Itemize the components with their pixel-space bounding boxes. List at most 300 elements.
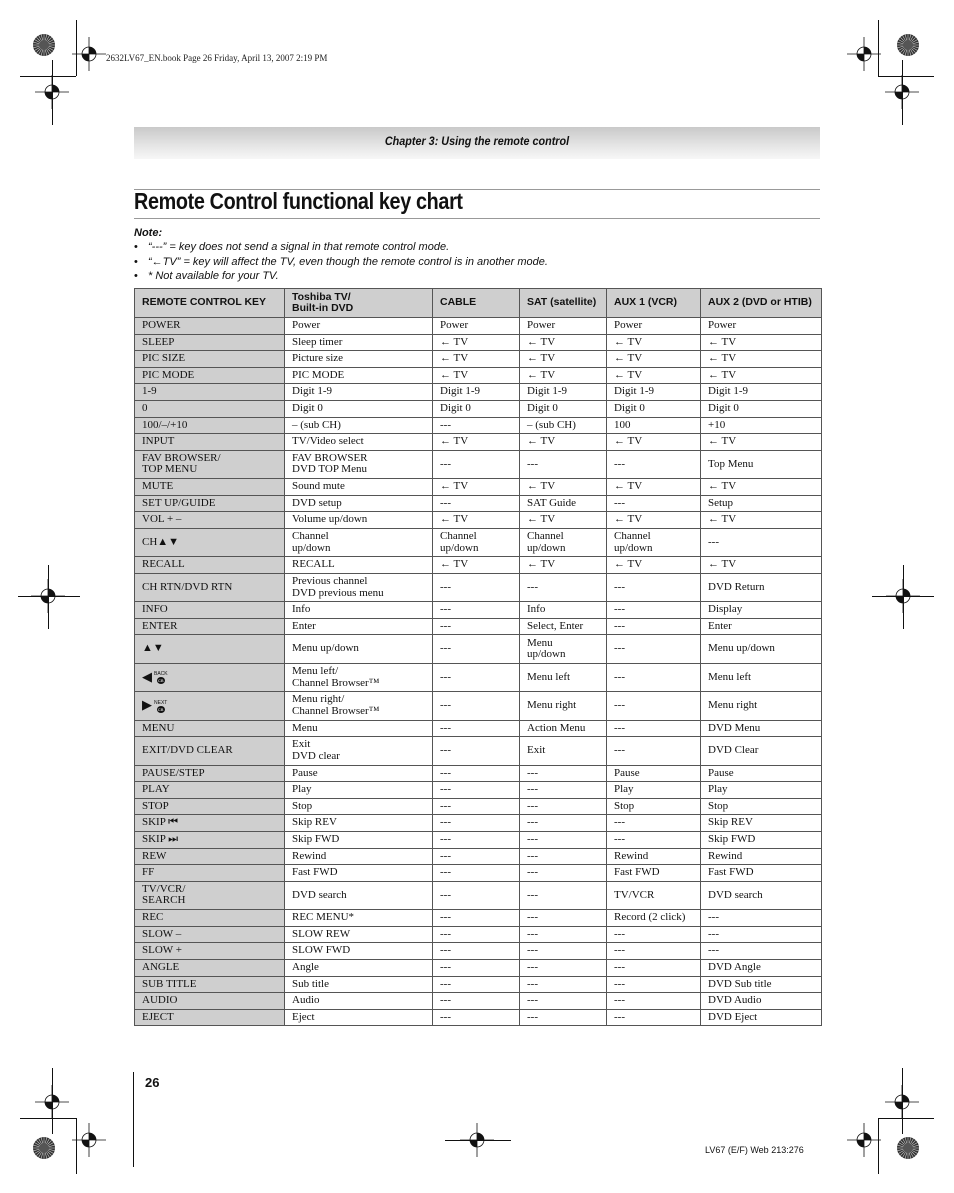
cable-cell — [433, 351, 520, 368]
tv-cell — [285, 910, 433, 927]
aux1-cell — [607, 573, 701, 601]
key-cell — [135, 495, 285, 512]
sat-cell — [520, 618, 607, 635]
cell-text: TV/Video select — [292, 435, 364, 448]
table-row — [135, 881, 822, 909]
cell-text: Menu left — [708, 670, 752, 683]
cell-text: --- — [614, 457, 625, 470]
cell-text: --- — [440, 766, 451, 779]
aux1-cell — [607, 959, 701, 976]
tv-cell — [285, 692, 433, 720]
cell-text: Channel — [292, 530, 329, 543]
aux2-cell — [701, 943, 822, 960]
key-cell — [135, 450, 285, 478]
cell-text: Menu right — [527, 699, 577, 712]
aux1-cell — [607, 1009, 701, 1026]
sat-cell — [520, 1009, 607, 1026]
sat-cell — [520, 573, 607, 601]
aux1-cell — [607, 351, 701, 368]
sat-cell — [520, 351, 607, 368]
cell-text: DVD clear — [292, 749, 340, 762]
key-cell — [135, 417, 285, 434]
cell-text: --- — [440, 721, 451, 734]
sat-cell — [520, 976, 607, 993]
aux2-cell — [701, 910, 822, 927]
cell-text: MUTE — [142, 480, 174, 493]
cell-text: Digit 0 — [708, 402, 739, 415]
cell-text: Menu right/ — [292, 693, 345, 706]
key-cell — [135, 910, 285, 927]
cell-text: Menu up/down — [292, 642, 359, 655]
cell-text: Power — [708, 319, 737, 332]
sat-cell — [520, 993, 607, 1010]
cell-text: --- — [440, 888, 451, 901]
table-row — [135, 434, 822, 451]
header-cable: CABLE — [433, 289, 520, 318]
aux2-cell — [701, 663, 822, 691]
cell-text: --- — [614, 833, 625, 846]
aux2-cell — [701, 318, 822, 335]
cell-text: ENTER — [142, 619, 178, 632]
cell-text: DVD Clear — [708, 744, 759, 757]
title-rule-bottom — [134, 218, 820, 219]
cell-text: ← TV — [440, 558, 469, 571]
sat-cell — [520, 798, 607, 815]
key-badge: CB — [157, 706, 164, 712]
aux1-cell — [607, 557, 701, 574]
cell-text: PLAY — [142, 783, 170, 796]
cell-text: --- — [440, 670, 451, 683]
cell-text: --- — [614, 580, 625, 593]
table-row — [135, 573, 822, 601]
cell-text: CH▲▼ — [142, 535, 180, 548]
aux1-cell — [607, 976, 701, 993]
cell-text: Digit 1-9 — [527, 385, 568, 398]
sat-cell — [520, 400, 607, 417]
table-header-row — [135, 289, 822, 318]
cell-text: ← TV — [527, 352, 556, 365]
table-row — [135, 848, 822, 865]
aux1-cell — [607, 528, 701, 556]
sat-cell — [520, 765, 607, 782]
cell-text: ANGLE — [142, 961, 180, 974]
key-cell — [135, 618, 285, 635]
cable-cell — [433, 512, 520, 529]
cell-text: Enter — [708, 619, 732, 632]
cable-cell — [433, 479, 520, 496]
table-row — [135, 417, 822, 434]
cell-text: --- — [440, 994, 451, 1007]
cell-text: MENU — [142, 721, 175, 734]
key-cell — [135, 765, 285, 782]
cell-text: Stop — [292, 799, 313, 812]
cable-cell — [433, 384, 520, 401]
cell-text: Skip FWD — [708, 833, 756, 846]
key-cell — [135, 993, 285, 1010]
sat-cell — [520, 926, 607, 943]
aux1-cell — [607, 910, 701, 927]
table-row — [135, 450, 822, 478]
cell-text: Action Menu — [527, 721, 586, 734]
key-cell — [135, 635, 285, 663]
cell-text: ◀ — [142, 668, 152, 684]
cell-text: --- — [440, 496, 451, 509]
crop-mark — [20, 1118, 76, 1119]
key-cell — [135, 400, 285, 417]
key-cell — [135, 528, 285, 556]
cell-text: INPUT — [142, 435, 175, 448]
aux1-cell — [607, 334, 701, 351]
cell-text: EXIT/DVD CLEAR — [142, 744, 233, 757]
tv-cell — [285, 881, 433, 909]
aux1-cell — [607, 926, 701, 943]
registration-mark-icon — [72, 1123, 106, 1157]
cell-text: Digit 0 — [614, 402, 645, 415]
cell-text: ← TV — [708, 513, 737, 526]
cell-text: Sleep timer — [292, 335, 343, 348]
tv-cell — [285, 865, 433, 882]
cell-text: --- — [527, 944, 538, 957]
cell-text: --- — [614, 603, 625, 616]
crop-mark — [52, 1068, 53, 1134]
cell-text: Play — [292, 783, 312, 796]
cell-text: --- — [708, 927, 719, 940]
cable-cell — [433, 400, 520, 417]
cell-text: Fast FWD — [708, 866, 754, 879]
aux2-cell — [701, 865, 822, 882]
sat-cell — [520, 417, 607, 434]
cell-text: DVD TOP Menu — [292, 463, 367, 476]
cell-text: --- — [440, 699, 451, 712]
aux2-cell — [701, 692, 822, 720]
cell-text: ← TV — [527, 513, 556, 526]
cell-text: --- — [527, 580, 538, 593]
aux1-cell — [607, 798, 701, 815]
cell-text: FAV BROWSER — [292, 451, 368, 464]
tv-cell — [285, 993, 433, 1010]
aux2-cell — [701, 720, 822, 737]
aux1-cell — [607, 400, 701, 417]
table-row — [135, 865, 822, 882]
aux2-cell — [701, 848, 822, 865]
cell-text: ← TV — [614, 513, 643, 526]
tv-cell — [285, 663, 433, 691]
cell-text: --- — [440, 744, 451, 757]
cable-cell — [433, 832, 520, 849]
cell-text: Digit 1-9 — [292, 385, 333, 398]
cell-text: ← TV — [708, 435, 737, 448]
cell-text: --- — [440, 619, 451, 632]
key-cell — [135, 692, 285, 720]
table-row — [135, 495, 822, 512]
cell-text: --- — [440, 927, 451, 940]
key-cell — [135, 881, 285, 909]
table-row — [135, 737, 822, 765]
cell-text: Rewind — [292, 849, 327, 862]
cell-text: FF — [142, 866, 155, 879]
crop-mark — [878, 1118, 934, 1119]
cable-cell — [433, 528, 520, 556]
registration-mark-icon — [72, 37, 106, 71]
cell-text: Setup — [708, 496, 734, 509]
aux2-cell — [701, 417, 822, 434]
cable-cell — [433, 815, 520, 832]
key-chart-table — [134, 288, 822, 1026]
aux2-cell — [701, 557, 822, 574]
table-row — [135, 400, 822, 417]
cell-text: Play — [614, 783, 634, 796]
aux2-cell — [701, 384, 822, 401]
aux1-cell — [607, 943, 701, 960]
cell-text: INFO — [142, 603, 168, 616]
crop-mark — [872, 596, 934, 597]
table-row — [135, 557, 822, 574]
table-row — [135, 367, 822, 384]
aux2-cell — [701, 351, 822, 368]
key-cell — [135, 737, 285, 765]
cell-text: Record (2 click) — [614, 911, 686, 924]
cell-text: Rewind — [614, 849, 649, 862]
cell-text: --- — [614, 744, 625, 757]
aux2-cell — [701, 479, 822, 496]
sat-cell — [520, 434, 607, 451]
table-row — [135, 910, 822, 927]
aux1-cell — [607, 720, 701, 737]
cell-text: --- — [440, 799, 451, 812]
cell-text: --- — [440, 833, 451, 846]
tv-cell — [285, 334, 433, 351]
cell-text: Digit 0 — [527, 402, 558, 415]
table-row — [135, 602, 822, 619]
sat-cell — [520, 881, 607, 909]
cell-text: --- — [614, 1010, 625, 1023]
crop-mark — [76, 20, 77, 76]
table-row — [135, 782, 822, 799]
aux1-cell — [607, 384, 701, 401]
table-row — [135, 815, 822, 832]
cell-text: Top Menu — [708, 457, 754, 470]
aux2-cell — [701, 926, 822, 943]
key-badge: CB — [158, 678, 164, 684]
key-cell — [135, 367, 285, 384]
sat-cell — [520, 737, 607, 765]
cell-text: REC — [142, 911, 164, 924]
cell-text: --- — [527, 977, 538, 990]
table-row — [135, 993, 822, 1010]
cell-text: --- — [527, 457, 538, 470]
cell-text: Sub title — [292, 977, 329, 990]
crop-mark — [445, 1140, 511, 1141]
cell-text: Display — [708, 603, 743, 616]
sat-cell — [520, 495, 607, 512]
cell-text: 100/–/+10 — [142, 418, 188, 431]
cell-text: --- — [614, 642, 625, 655]
tv-cell — [285, 573, 433, 601]
cell-text: VOL + – — [142, 513, 182, 526]
aux1-cell — [607, 881, 701, 909]
tv-cell — [285, 635, 433, 663]
cell-text: 0 — [142, 402, 148, 415]
cell-text: Menu left — [527, 670, 571, 683]
aux2-cell — [701, 815, 822, 832]
page-number: 26 — [145, 1075, 160, 1090]
note-block — [134, 226, 548, 284]
cell-text: --- — [440, 642, 451, 655]
cable-cell — [433, 865, 520, 882]
cell-text: PIC MODE — [142, 368, 195, 381]
cell-text: – (sub CH) — [527, 418, 576, 431]
crop-mark — [902, 60, 903, 125]
aux2-cell — [701, 976, 822, 993]
key-cell — [135, 1009, 285, 1026]
crop-mark — [20, 76, 76, 77]
aux1-cell — [607, 782, 701, 799]
cell-text: --- — [527, 866, 538, 879]
cell-text: CH RTN/DVD RTN — [142, 580, 233, 593]
cell-text: Digit 1-9 — [614, 385, 655, 398]
tv-cell — [285, 512, 433, 529]
table-row — [135, 765, 822, 782]
note-item: • “---” = key does not send a signal in that remote control mode. — [134, 240, 548, 254]
cell-text: Angle — [292, 961, 319, 974]
tv-cell — [285, 815, 433, 832]
cell-text: Volume up/down — [292, 513, 368, 526]
note-heading: Note: — [134, 227, 163, 239]
aux1-cell — [607, 993, 701, 1010]
key-cell — [135, 848, 285, 865]
cell-text: PIC MODE — [292, 368, 345, 381]
cell-text: --- — [440, 944, 451, 957]
aux2-cell — [701, 495, 822, 512]
cell-text: --- — [527, 799, 538, 812]
crop-mark — [878, 1118, 879, 1174]
cell-text: ← TV — [440, 335, 469, 348]
cell-text: --- — [614, 927, 625, 940]
page-title: Remote Control functional key chart — [134, 188, 463, 214]
key-cell — [135, 434, 285, 451]
cell-text: TV/VCR — [614, 888, 655, 901]
registration-mark-icon — [847, 37, 881, 71]
cell-text: 100 — [614, 418, 631, 431]
cell-text: --- — [440, 977, 451, 990]
cell-text: TV/VCR/ — [142, 882, 186, 895]
key-cell — [135, 663, 285, 691]
crop-mark — [76, 1118, 77, 1174]
sat-cell — [520, 479, 607, 496]
aux1-cell — [607, 832, 701, 849]
cable-cell — [433, 848, 520, 865]
cell-text: ← TV — [708, 352, 737, 365]
cable-cell — [433, 976, 520, 993]
aux2-cell — [701, 765, 822, 782]
cell-text: SLOW FWD — [292, 944, 351, 957]
cable-cell — [433, 1009, 520, 1026]
cell-text: --- — [440, 849, 451, 862]
cable-cell — [433, 798, 520, 815]
tv-cell — [285, 782, 433, 799]
header-aux1: AUX 1 (VCR) — [607, 289, 701, 318]
cable-cell — [433, 692, 520, 720]
header-toshiba-tv-line1: Toshiba TV/ — [292, 290, 351, 303]
cell-text: --- — [440, 418, 451, 431]
cable-cell — [433, 434, 520, 451]
sat-cell — [520, 528, 607, 556]
tv-cell — [285, 351, 433, 368]
cell-text: --- — [440, 961, 451, 974]
key-cell — [135, 959, 285, 976]
cell-text: TOP MENU — [142, 463, 198, 476]
cell-text: up/down — [527, 648, 566, 661]
table-row — [135, 959, 822, 976]
crop-mark — [902, 1068, 903, 1134]
cell-text: SEARCH — [142, 894, 186, 907]
cell-text: SET UP/GUIDE — [142, 496, 216, 509]
table-row — [135, 334, 822, 351]
cell-text: DVD Eject — [708, 1010, 758, 1023]
cell-text: Audio — [292, 994, 320, 1007]
cable-cell — [433, 720, 520, 737]
cell-text: Digit 1-9 — [708, 385, 749, 398]
table-row — [135, 943, 822, 960]
cell-text: ← TV — [527, 480, 556, 493]
tv-cell — [285, 1009, 433, 1026]
crop-mark — [878, 20, 879, 76]
cell-text: --- — [527, 1010, 538, 1023]
aux1-cell — [607, 865, 701, 882]
key-cell — [135, 384, 285, 401]
cell-text: DVD Audio — [708, 994, 762, 1007]
cell-text: Select, Enter — [527, 619, 584, 632]
key-cell — [135, 798, 285, 815]
cell-text: SKIP ⏮ — [142, 816, 179, 829]
cell-text: Info — [527, 603, 546, 616]
cell-text: --- — [440, 1010, 451, 1023]
tv-cell — [285, 798, 433, 815]
aux1-cell — [607, 737, 701, 765]
cell-text: up/down — [527, 541, 566, 554]
color-target-icon — [32, 1136, 56, 1160]
sat-cell — [520, 815, 607, 832]
cable-cell — [433, 417, 520, 434]
cell-text: --- — [527, 816, 538, 829]
aux1-cell — [607, 450, 701, 478]
cell-text: Channel Browser™ — [292, 676, 380, 689]
cell-text: --- — [440, 580, 451, 593]
aux1-cell — [607, 495, 701, 512]
sat-cell — [520, 663, 607, 691]
crop-mark — [878, 76, 934, 77]
cable-cell — [433, 926, 520, 943]
tv-cell — [285, 943, 433, 960]
table-row — [135, 832, 822, 849]
cable-cell — [433, 618, 520, 635]
note-item: • * Not available for your TV. — [134, 269, 548, 283]
tv-cell — [285, 976, 433, 993]
cell-text: Pause — [614, 766, 640, 779]
cell-text: Previous channel — [292, 575, 368, 588]
table-row — [135, 318, 822, 335]
tv-cell — [285, 765, 433, 782]
aux2-cell — [701, 367, 822, 384]
cell-text: +10 — [708, 418, 726, 431]
cell-text: --- — [708, 911, 719, 924]
cable-cell — [433, 635, 520, 663]
tv-cell — [285, 400, 433, 417]
cell-text: Menu — [292, 721, 318, 734]
cell-text: Skip REV — [292, 816, 337, 829]
cell-text: Menu left/ — [292, 665, 339, 678]
aux2-cell — [701, 400, 822, 417]
